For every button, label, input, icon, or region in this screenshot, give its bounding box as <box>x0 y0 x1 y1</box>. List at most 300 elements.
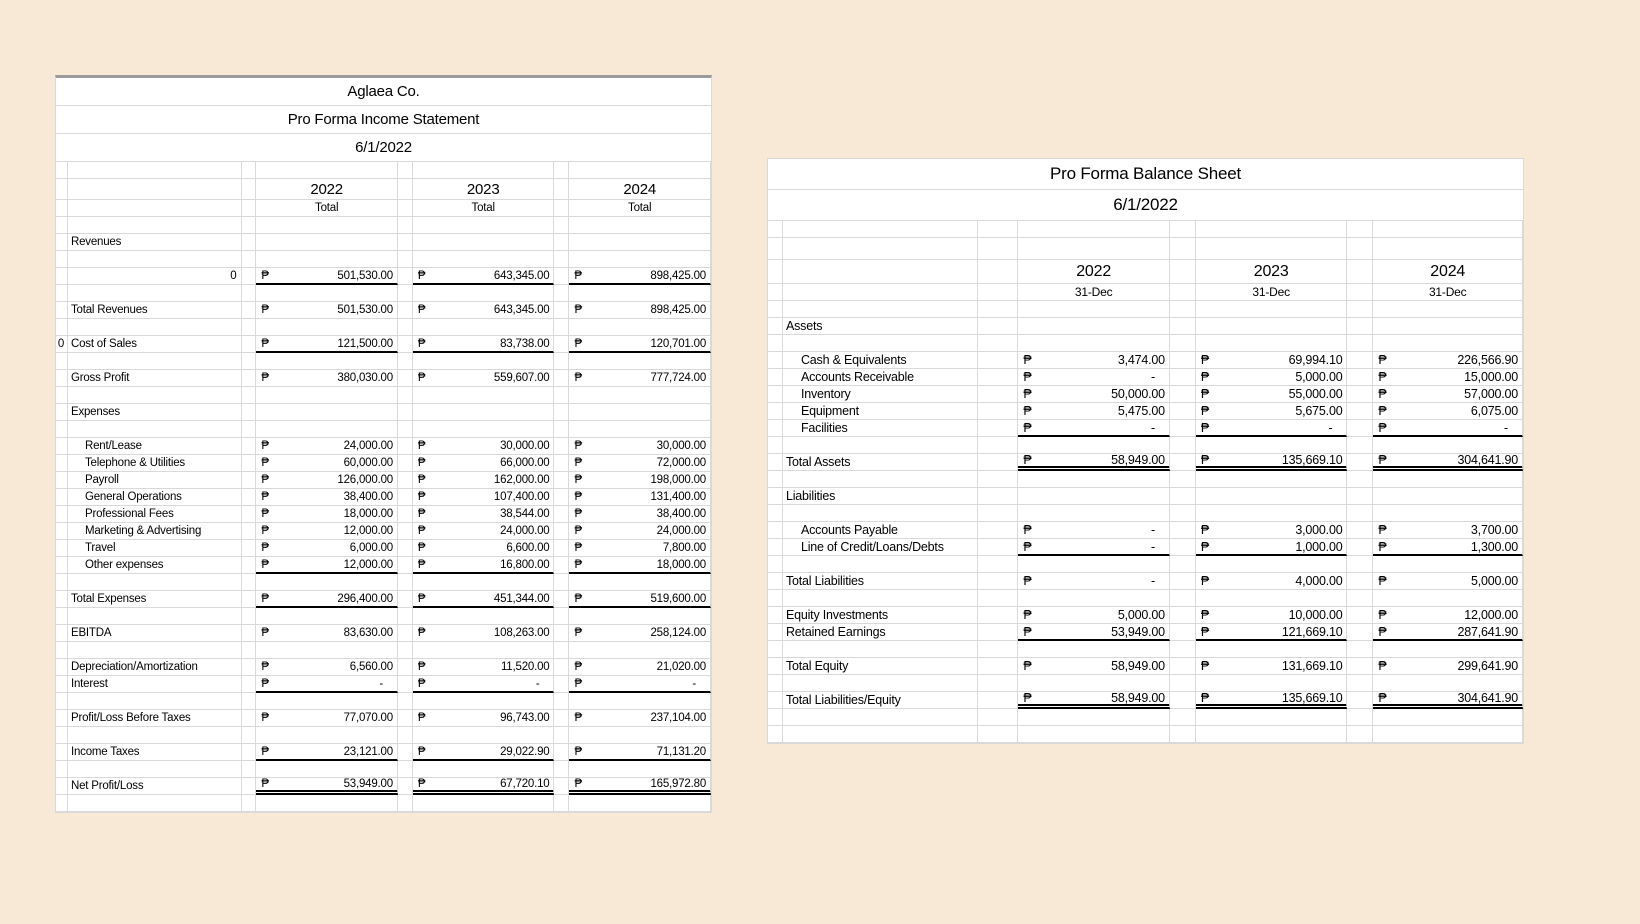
cell-spacer[interactable] <box>1170 505 1196 522</box>
cell-spacer[interactable] <box>242 421 256 438</box>
cell-amount[interactable] <box>413 421 555 438</box>
cell-amount[interactable] <box>413 217 555 234</box>
cell-amount[interactable] <box>569 659 711 676</box>
cell-amount[interactable] <box>256 285 398 302</box>
cell-spacer[interactable] <box>554 387 569 404</box>
cell-spacer[interactable] <box>1170 403 1196 420</box>
cell-spacer[interactable] <box>554 693 569 710</box>
cell-amount[interactable] <box>569 404 711 421</box>
cell-label[interactable]: Liabilities <box>783 488 978 505</box>
cell-row-flag[interactable] <box>768 238 783 260</box>
balance-sheet-title[interactable]: Pro Forma Balance Sheet <box>768 159 1523 190</box>
cell-spacer[interactable] <box>242 676 256 693</box>
cell-label[interactable] <box>783 335 978 352</box>
cell-spacer[interactable] <box>1170 658 1196 675</box>
cell-row-flag[interactable] <box>56 370 68 387</box>
cell-spacer[interactable] <box>398 179 413 200</box>
cell-spacer[interactable] <box>242 472 256 489</box>
cell-row-flag[interactable] <box>56 302 68 319</box>
cell-amount[interactable] <box>569 557 711 574</box>
cell-amount[interactable] <box>413 523 555 540</box>
cell-row-flag[interactable] <box>768 369 783 386</box>
cell-amount[interactable] <box>413 319 555 336</box>
cell-amount[interactable] <box>413 353 555 370</box>
cell-spacer[interactable] <box>398 795 413 812</box>
cell-amount[interactable] <box>1373 454 1523 471</box>
cell-amount[interactable] <box>569 676 711 693</box>
cell-spacer[interactable] <box>242 336 256 353</box>
cell-spacer[interactable] <box>554 404 569 421</box>
cell-amount[interactable] <box>1018 437 1170 454</box>
cell-amount[interactable] <box>569 179 711 200</box>
cell-amount[interactable] <box>1373 437 1523 454</box>
cell-amount[interactable] <box>256 761 398 778</box>
cell-spacer[interactable] <box>398 540 413 557</box>
cell-amount[interactable] <box>256 268 398 285</box>
company-name-title[interactable]: Aglaea Co. <box>56 78 711 106</box>
cell-row-flag[interactable] <box>56 353 68 370</box>
cell-amount[interactable] <box>256 179 398 200</box>
cell-spacer[interactable] <box>978 624 1018 641</box>
cell-spacer[interactable] <box>1347 539 1373 556</box>
cell-amount[interactable] <box>256 693 398 710</box>
cell-spacer[interactable] <box>1170 488 1196 505</box>
cell-spacer[interactable] <box>1347 726 1373 743</box>
cell-amount[interactable] <box>1196 335 1348 352</box>
cell-amount[interactable] <box>413 387 555 404</box>
cell-amount[interactable] <box>413 591 555 608</box>
cell-label[interactable] <box>783 641 978 658</box>
cell-amount[interactable] <box>1018 301 1170 318</box>
cell-label[interactable] <box>68 795 242 812</box>
cell-label[interactable] <box>68 574 242 591</box>
cell-amount[interactable] <box>256 506 398 523</box>
cell-amount[interactable] <box>1196 607 1348 624</box>
cell-amount[interactable] <box>256 710 398 727</box>
cell-amount[interactable] <box>256 251 398 268</box>
cell-label[interactable]: Income Taxes <box>68 744 242 761</box>
cell-amount[interactable] <box>256 370 398 387</box>
cell-spacer[interactable] <box>398 387 413 404</box>
cell-row-flag[interactable] <box>56 574 68 591</box>
cell-row-flag[interactable] <box>768 658 783 675</box>
cell-amount[interactable] <box>1018 352 1170 369</box>
cell-spacer[interactable] <box>398 608 413 625</box>
cell-label[interactable] <box>783 675 978 692</box>
cell-spacer[interactable] <box>554 795 569 812</box>
cell-amount[interactable] <box>1196 692 1348 709</box>
cell-label[interactable] <box>68 200 242 217</box>
cell-amount[interactable] <box>569 234 711 251</box>
cell-label[interactable]: Facilities <box>783 420 979 437</box>
cell-amount[interactable] <box>413 625 555 642</box>
cell-amount[interactable] <box>1018 471 1170 488</box>
cell-spacer[interactable] <box>1170 590 1196 607</box>
cell-spacer[interactable] <box>398 353 413 370</box>
cell-amount[interactable] <box>1018 284 1170 301</box>
cell-amount[interactable] <box>1018 318 1170 335</box>
cell-spacer[interactable] <box>242 489 256 506</box>
cell-spacer[interactable] <box>398 761 413 778</box>
cell-spacer[interactable] <box>978 335 1018 352</box>
cell-label[interactable] <box>783 590 978 607</box>
cell-label[interactable] <box>68 421 242 438</box>
cell-label[interactable] <box>783 284 978 301</box>
cell-spacer[interactable] <box>242 761 256 778</box>
cell-amount[interactable] <box>413 761 555 778</box>
cell-spacer[interactable] <box>554 540 569 557</box>
cell-amount[interactable] <box>413 489 555 506</box>
cell-row-flag[interactable] <box>768 726 783 743</box>
cell-spacer[interactable] <box>978 522 1018 539</box>
cell-amount[interactable] <box>256 591 398 608</box>
cell-label[interactable]: General Operations <box>68 489 242 506</box>
cell-spacer[interactable] <box>554 676 569 693</box>
cell-row-flag[interactable] <box>768 221 783 238</box>
cell-amount[interactable] <box>413 162 555 179</box>
cell-amount[interactable] <box>569 472 711 489</box>
cell-amount[interactable] <box>256 489 398 506</box>
cell-spacer[interactable] <box>242 268 256 285</box>
cell-spacer[interactable] <box>242 625 256 642</box>
cell-label[interactable]: Profit/Loss Before Taxes <box>68 710 242 727</box>
balance-sheet-date[interactable]: 6/1/2022 <box>768 190 1523 221</box>
cell-label[interactable] <box>783 556 978 573</box>
cell-amount[interactable] <box>256 217 398 234</box>
cell-spacer[interactable] <box>978 318 1018 335</box>
cell-label[interactable]: Expenses <box>68 404 242 421</box>
cell-amount[interactable] <box>1373 335 1523 352</box>
cell-label[interactable] <box>68 251 242 268</box>
cell-label[interactable] <box>783 260 978 284</box>
cell-amount[interactable] <box>1373 522 1523 539</box>
cell-spacer[interactable] <box>242 710 256 727</box>
cell-row-flag[interactable] <box>768 692 783 709</box>
cell-amount[interactable] <box>413 455 555 472</box>
cell-amount[interactable] <box>413 438 555 455</box>
cell-spacer[interactable] <box>1347 369 1373 386</box>
cell-spacer[interactable] <box>1347 386 1373 403</box>
cell-amount[interactable] <box>1196 522 1348 539</box>
cell-spacer[interactable] <box>554 285 569 302</box>
cell-spacer[interactable] <box>1170 539 1196 556</box>
cell-spacer[interactable] <box>1170 641 1196 658</box>
cell-amount[interactable] <box>413 336 555 353</box>
cell-spacer[interactable] <box>1170 301 1196 318</box>
cell-amount[interactable] <box>1373 260 1523 284</box>
cell-spacer[interactable] <box>398 370 413 387</box>
cell-spacer[interactable] <box>242 162 256 179</box>
cell-spacer[interactable] <box>242 642 256 659</box>
cell-spacer[interactable] <box>554 438 569 455</box>
cell-row-flag[interactable] <box>768 386 783 403</box>
cell-amount[interactable] <box>569 608 711 625</box>
cell-label[interactable]: Net Profit/Loss <box>68 778 242 795</box>
cell-spacer[interactable] <box>398 744 413 761</box>
cell-amount[interactable] <box>1018 403 1170 420</box>
cell-spacer[interactable] <box>1170 284 1196 301</box>
cell-row-flag[interactable] <box>768 284 783 301</box>
cell-amount[interactable] <box>1196 573 1348 590</box>
cell-amount[interactable] <box>1196 556 1348 573</box>
cell-spacer[interactable] <box>1347 437 1373 454</box>
cell-amount[interactable] <box>569 591 711 608</box>
cell-label[interactable]: Equipment <box>783 403 979 420</box>
cell-amount[interactable] <box>1018 709 1170 726</box>
cell-row-flag[interactable] <box>56 523 68 540</box>
cell-amount[interactable] <box>1196 420 1348 437</box>
cell-amount[interactable] <box>256 421 398 438</box>
cell-amount[interactable] <box>1018 522 1170 539</box>
cell-spacer[interactable] <box>1347 260 1373 284</box>
cell-spacer[interactable] <box>1347 624 1373 641</box>
cell-amount[interactable] <box>256 302 398 319</box>
cell-spacer[interactable] <box>978 607 1018 624</box>
cell-amount[interactable] <box>1018 420 1170 437</box>
cell-amount[interactable] <box>1018 369 1170 386</box>
cell-amount[interactable] <box>1196 675 1348 692</box>
cell-amount[interactable] <box>1196 437 1348 454</box>
cell-spacer[interactable] <box>978 369 1018 386</box>
cell-row-flag[interactable] <box>56 421 68 438</box>
cell-amount[interactable] <box>569 540 711 557</box>
cell-row-flag[interactable] <box>768 556 783 573</box>
cell-amount[interactable] <box>569 744 711 761</box>
cell-amount[interactable] <box>1373 607 1523 624</box>
cell-spacer[interactable] <box>398 438 413 455</box>
cell-row-flag[interactable] <box>56 676 68 693</box>
cell-amount[interactable] <box>1018 641 1170 658</box>
cell-row-flag[interactable] <box>768 624 783 641</box>
cell-spacer[interactable] <box>1170 454 1196 471</box>
cell-amount[interactable] <box>256 659 398 676</box>
cell-spacer[interactable] <box>978 454 1018 471</box>
cell-amount[interactable] <box>256 200 398 217</box>
cell-spacer[interactable] <box>242 523 256 540</box>
cell-row-flag[interactable] <box>768 352 783 369</box>
cell-spacer[interactable] <box>1170 573 1196 590</box>
cell-row-flag[interactable] <box>768 675 783 692</box>
cell-amount[interactable] <box>1196 454 1348 471</box>
cell-label[interactable] <box>783 709 978 726</box>
cell-spacer[interactable] <box>398 778 413 795</box>
cell-amount[interactable] <box>1373 658 1523 675</box>
cell-amount[interactable] <box>1196 260 1348 284</box>
cell-spacer[interactable] <box>242 557 256 574</box>
cell-amount[interactable] <box>569 574 711 591</box>
cell-amount[interactable] <box>1373 403 1523 420</box>
cell-row-flag[interactable] <box>768 301 783 318</box>
cell-label[interactable]: Accounts Payable <box>783 522 979 539</box>
cell-amount[interactable] <box>256 234 398 251</box>
cell-label[interactable] <box>68 162 242 179</box>
cell-row-flag[interactable] <box>56 404 68 421</box>
cell-spacer[interactable] <box>554 574 569 591</box>
cell-spacer[interactable] <box>242 778 256 795</box>
cell-label[interactable] <box>68 761 242 778</box>
cell-amount[interactable] <box>413 693 555 710</box>
cell-amount[interactable] <box>1196 590 1348 607</box>
cell-spacer[interactable] <box>242 200 256 217</box>
cell-spacer[interactable] <box>1347 284 1373 301</box>
cell-spacer[interactable] <box>242 659 256 676</box>
cell-row-flag[interactable] <box>56 251 68 268</box>
cell-amount[interactable] <box>256 162 398 179</box>
cell-amount[interactable] <box>569 693 711 710</box>
cell-label[interactable] <box>68 179 242 200</box>
cell-label[interactable] <box>68 608 242 625</box>
cell-label[interactable]: Total Assets <box>783 454 978 471</box>
cell-label[interactable] <box>783 471 978 488</box>
cell-spacer[interactable] <box>554 591 569 608</box>
cell-spacer[interactable] <box>242 693 256 710</box>
cell-row-flag[interactable] <box>56 506 68 523</box>
cell-spacer[interactable] <box>1347 607 1373 624</box>
cell-label[interactable] <box>68 353 242 370</box>
cell-row-flag[interactable] <box>56 625 68 642</box>
cell-amount[interactable] <box>413 200 555 217</box>
cell-amount[interactable] <box>413 608 555 625</box>
cell-spacer[interactable] <box>554 234 569 251</box>
cell-label[interactable]: Line of Credit/Loans/Debts <box>783 539 979 556</box>
cell-spacer[interactable] <box>978 284 1018 301</box>
cell-row-flag[interactable] <box>56 591 68 608</box>
cell-amount[interactable] <box>1196 505 1348 522</box>
cell-spacer[interactable] <box>242 744 256 761</box>
cell-amount[interactable] <box>1196 403 1348 420</box>
cell-amount[interactable] <box>1196 726 1348 743</box>
cell-label[interactable] <box>68 319 242 336</box>
cell-amount[interactable] <box>1018 726 1170 743</box>
cell-amount[interactable] <box>256 455 398 472</box>
cell-spacer[interactable] <box>978 505 1018 522</box>
cell-spacer[interactable] <box>398 506 413 523</box>
cell-row-flag[interactable]: 0 <box>56 336 68 353</box>
cell-amount[interactable] <box>256 353 398 370</box>
cell-spacer[interactable] <box>554 179 569 200</box>
cell-spacer[interactable] <box>1170 692 1196 709</box>
cell-amount[interactable] <box>256 795 398 812</box>
cell-spacer[interactable] <box>398 574 413 591</box>
cell-spacer[interactable] <box>554 506 569 523</box>
cell-spacer[interactable] <box>554 710 569 727</box>
cell-spacer[interactable] <box>978 420 1018 437</box>
cell-spacer[interactable] <box>554 778 569 795</box>
cell-spacer[interactable] <box>1347 658 1373 675</box>
cell-spacer[interactable] <box>554 523 569 540</box>
cell-row-flag[interactable] <box>56 234 68 251</box>
cell-spacer[interactable] <box>1347 301 1373 318</box>
cell-spacer[interactable] <box>978 221 1018 238</box>
cell-label[interactable]: Total Equity <box>783 658 978 675</box>
cell-spacer[interactable] <box>1347 709 1373 726</box>
cell-spacer[interactable] <box>398 523 413 540</box>
cell-amount[interactable] <box>256 727 398 744</box>
cell-row-flag[interactable] <box>56 268 68 285</box>
cell-amount[interactable] <box>569 438 711 455</box>
cell-amount[interactable] <box>256 523 398 540</box>
cell-label[interactable]: Travel <box>68 540 242 557</box>
cell-spacer[interactable] <box>978 488 1018 505</box>
cell-label[interactable] <box>783 726 978 743</box>
cell-row-flag[interactable] <box>768 488 783 505</box>
cell-spacer[interactable] <box>398 251 413 268</box>
cell-amount[interactable] <box>256 404 398 421</box>
cell-spacer[interactable] <box>978 590 1018 607</box>
cell-row-flag[interactable] <box>768 420 783 437</box>
cell-spacer[interactable] <box>554 302 569 319</box>
cell-amount[interactable] <box>1018 221 1170 238</box>
cell-amount[interactable] <box>569 302 711 319</box>
cell-spacer[interactable] <box>242 387 256 404</box>
cell-row-flag[interactable] <box>768 573 783 590</box>
cell-amount[interactable] <box>256 438 398 455</box>
cell-spacer[interactable] <box>1347 454 1373 471</box>
cell-spacer[interactable] <box>554 268 569 285</box>
cell-spacer[interactable] <box>242 438 256 455</box>
cell-spacer[interactable] <box>398 319 413 336</box>
cell-label[interactable] <box>68 387 242 404</box>
cell-spacer[interactable] <box>554 217 569 234</box>
cell-spacer[interactable] <box>398 455 413 472</box>
cell-spacer[interactable] <box>1170 352 1196 369</box>
cell-amount[interactable] <box>413 540 555 557</box>
cell-row-flag[interactable] <box>768 709 783 726</box>
cell-spacer[interactable] <box>242 591 256 608</box>
cell-spacer[interactable] <box>554 162 569 179</box>
cell-amount[interactable] <box>1373 624 1523 641</box>
cell-spacer[interactable] <box>242 370 256 387</box>
cell-label[interactable]: Telephone & Utilities <box>68 455 242 472</box>
cell-amount[interactable] <box>1018 692 1170 709</box>
cell-amount[interactable] <box>1373 539 1523 556</box>
cell-spacer[interactable] <box>1347 221 1373 238</box>
cell-amount[interactable] <box>569 200 711 217</box>
cell-label[interactable]: Interest <box>68 676 242 693</box>
cell-label[interactable]: Inventory <box>783 386 979 403</box>
cell-spacer[interactable] <box>242 285 256 302</box>
cell-amount[interactable] <box>569 727 711 744</box>
cell-spacer[interactable] <box>398 200 413 217</box>
cell-spacer[interactable] <box>398 217 413 234</box>
cell-amount[interactable] <box>256 625 398 642</box>
cell-amount[interactable] <box>569 710 711 727</box>
cell-row-flag[interactable] <box>56 608 68 625</box>
cell-label[interactable]: Total Revenues <box>68 302 242 319</box>
cell-spacer[interactable] <box>1170 522 1196 539</box>
cell-amount[interactable] <box>413 268 555 285</box>
cell-spacer[interactable] <box>554 472 569 489</box>
cell-amount[interactable] <box>1018 624 1170 641</box>
cell-amount[interactable] <box>256 574 398 591</box>
cell-amount[interactable] <box>569 778 711 795</box>
cell-spacer[interactable] <box>242 608 256 625</box>
cell-spacer[interactable] <box>978 301 1018 318</box>
cell-amount[interactable] <box>413 404 555 421</box>
cell-amount[interactable] <box>1373 556 1523 573</box>
cell-spacer[interactable] <box>1170 335 1196 352</box>
cell-spacer[interactable] <box>398 659 413 676</box>
cell-spacer[interactable] <box>398 285 413 302</box>
cell-amount[interactable] <box>569 625 711 642</box>
cell-amount[interactable] <box>413 506 555 523</box>
cell-label[interactable] <box>68 727 242 744</box>
cell-spacer[interactable] <box>978 260 1018 284</box>
cell-row-flag[interactable] <box>56 795 68 812</box>
cell-spacer[interactable] <box>1347 352 1373 369</box>
cell-amount[interactable] <box>256 540 398 557</box>
cell-row-flag[interactable] <box>56 727 68 744</box>
